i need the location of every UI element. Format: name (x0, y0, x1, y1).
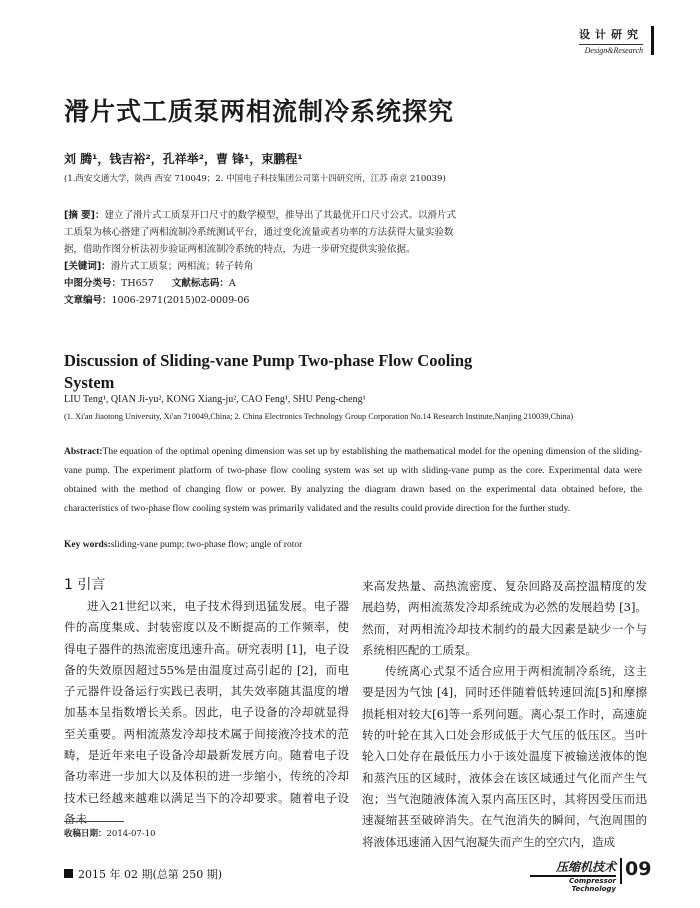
received-label: 收稿日期： (64, 829, 107, 839)
footer-issue: 2015 年 02 期(总第 250 期) (78, 868, 223, 881)
doc-code-label: 文献标志码： (171, 278, 229, 289)
keywords-label-cn: [关键词]： (64, 261, 111, 272)
keywords-label-en: Key words: (64, 540, 111, 550)
affiliation-en: (1. Xi'an Jiaotong University, Xi'an 710049,China; 2. China Electronics Technology Group Corporation No.14 Research Institute,Nanjing 210039,China) (64, 412, 574, 421)
authors-cn: 刘 腾¹，钱吉裕²，孔祥举²，曹 锋¹，束鹏程¹ (64, 152, 303, 166)
body-column-right (362, 576, 647, 853)
classification-value: TH657 (121, 278, 154, 289)
abstract-label-cn: [摘 要]： (64, 210, 105, 221)
article-number-line (64, 292, 464, 309)
section-label-cn: 设计研究 (579, 28, 643, 41)
paper-title-en: Discussion of Sliding-vane Pump Two-phase Flow Cooling System (64, 351, 473, 392)
article-number-value: 1006-2971(2015)02-0009-06 (111, 295, 250, 306)
page-number: 09 (625, 858, 652, 880)
section-label-en: Design&Research (579, 44, 643, 55)
footnote-divider (64, 821, 124, 822)
classification-line (64, 275, 464, 292)
abstract-text-cn: 建立了滑片式工质泵开口尺寸的数学模型，推导出了其最优开口尺寸公式。以滑片式工质泵为核心搭建了两相流制冷系统测试平台，通过变化流量或者功率的方法获得大量实验数据，借助作图分析法初步验证两相流制冷系统的特点，为进一步研究提供实验依据。 (64, 210, 457, 255)
journal-logo-en: Compressor Technology (530, 875, 616, 893)
body-column-left (64, 574, 349, 830)
received-date (64, 827, 156, 839)
body-paragraph: 传统离心式泵不适合应用于两相流制冷系统，这主要是因为气蚀 [4]，同时还伴随着低转速回流[5]和摩擦损耗相对较大[6]等一系列问题。离心泵工作时，高速旋转的叶轮在其入口处会形成低于大气压的低压区。当叶轮入口处存在最低压力小于该处温度下被输送液体的饱和蒸汽压的区域时，液体会在该区域通过气化而产生气泡；当气泡随液体流入泵内高压区时，其将因受压而迅速凝缩甚至破碎消失。在气泡消失的瞬间，气泡周围的将液体迅速涌入因气泡凝失而产生的空穴内，造成 (362, 664, 647, 849)
affiliation-cn: (1.西安交通大学，陕西 西安 710049；2. 中国电子科技集团公司第十四研究所，江苏 南京 210039) (64, 174, 446, 184)
section-header-tag (579, 26, 654, 55)
article-number-label: 文章编号： (64, 295, 112, 306)
body-paragraph: 来高发热量、高热流密度、复杂回路及高控温精度的发展趋势，两相流蒸发冷却系统成为必然的发展趋势 [3]。然而，对两相流冷却技术制约的最大因素是缺少一个与系统相匹配的工质泵。 (362, 579, 647, 657)
footer-divider (620, 858, 622, 884)
keywords-text-en: sliding-vane pump; two-phase flow; angle of rotor (110, 540, 303, 550)
keywords-text-cn: 滑片式工质泵；两相流；转子转角 (110, 261, 254, 272)
doc-code-value: A (228, 278, 236, 289)
journal-logo (530, 858, 616, 893)
abstract-cn (64, 207, 464, 258)
abstract-en (64, 443, 642, 519)
keywords-cn (64, 258, 464, 275)
classification-label: 中图分类号： (64, 278, 122, 289)
paper-title-cn: 滑片式工质泵两相流制冷系统探究 (64, 97, 455, 126)
abstract-label-en: Abstract: (64, 447, 103, 457)
abstract-text-en: The equation of the optimal opening dimension was set up by establishing the mathematical model for the opening dimension of the sliding-vane pump. The experiment platform of two-phase flow cooling system was set up with sliding-vane pump as the core. Experimental data were obtained with the method of changing flow or power. By analyzing the diagram drawn based on the experimental data obtained before, the characteristics of two-phase flow cooling system was primarily validated and the results could provide direction for the further study. (64, 447, 642, 514)
body-paragraph: 进入21世纪以来，电子技术得到迅猛发展。电子器件的高度集成、封装密度以及不断提高的工作频率，使得电子器件的热流密度迅速升高。研究表明 [1]，电子设备的失效原因超过55%是由温度过高引起的 [2]，而电子元器件设备运行实践已表明，其失效率随其温度的增加基本呈指数增长关系。因此，电子设备的冷却就显得至关重要。两相流蒸发冷却技术属于间接液冷技术的范畴，是近年来电子设备冷却最新发展方向。随着电子设备功率进一步加大以及体积的进一步缩小，传统的冷却技术已经越来越难以满足当下的冷却要求。随着电子设备未 (64, 599, 349, 826)
footer-square-icon (64, 869, 73, 878)
journal-logo-cn: 压缩机技术 (555, 860, 616, 874)
authors-en: LIU Teng¹, QIAN Ji-yu², KONG Xiang-ju², CAO Feng¹, SHU Peng-cheng¹ (64, 394, 366, 405)
keywords-en (64, 540, 302, 550)
received-value: 2014-07-10 (106, 829, 156, 839)
section-heading-introduction: 1 引言 (64, 577, 106, 593)
abstract-block-cn (64, 207, 464, 309)
